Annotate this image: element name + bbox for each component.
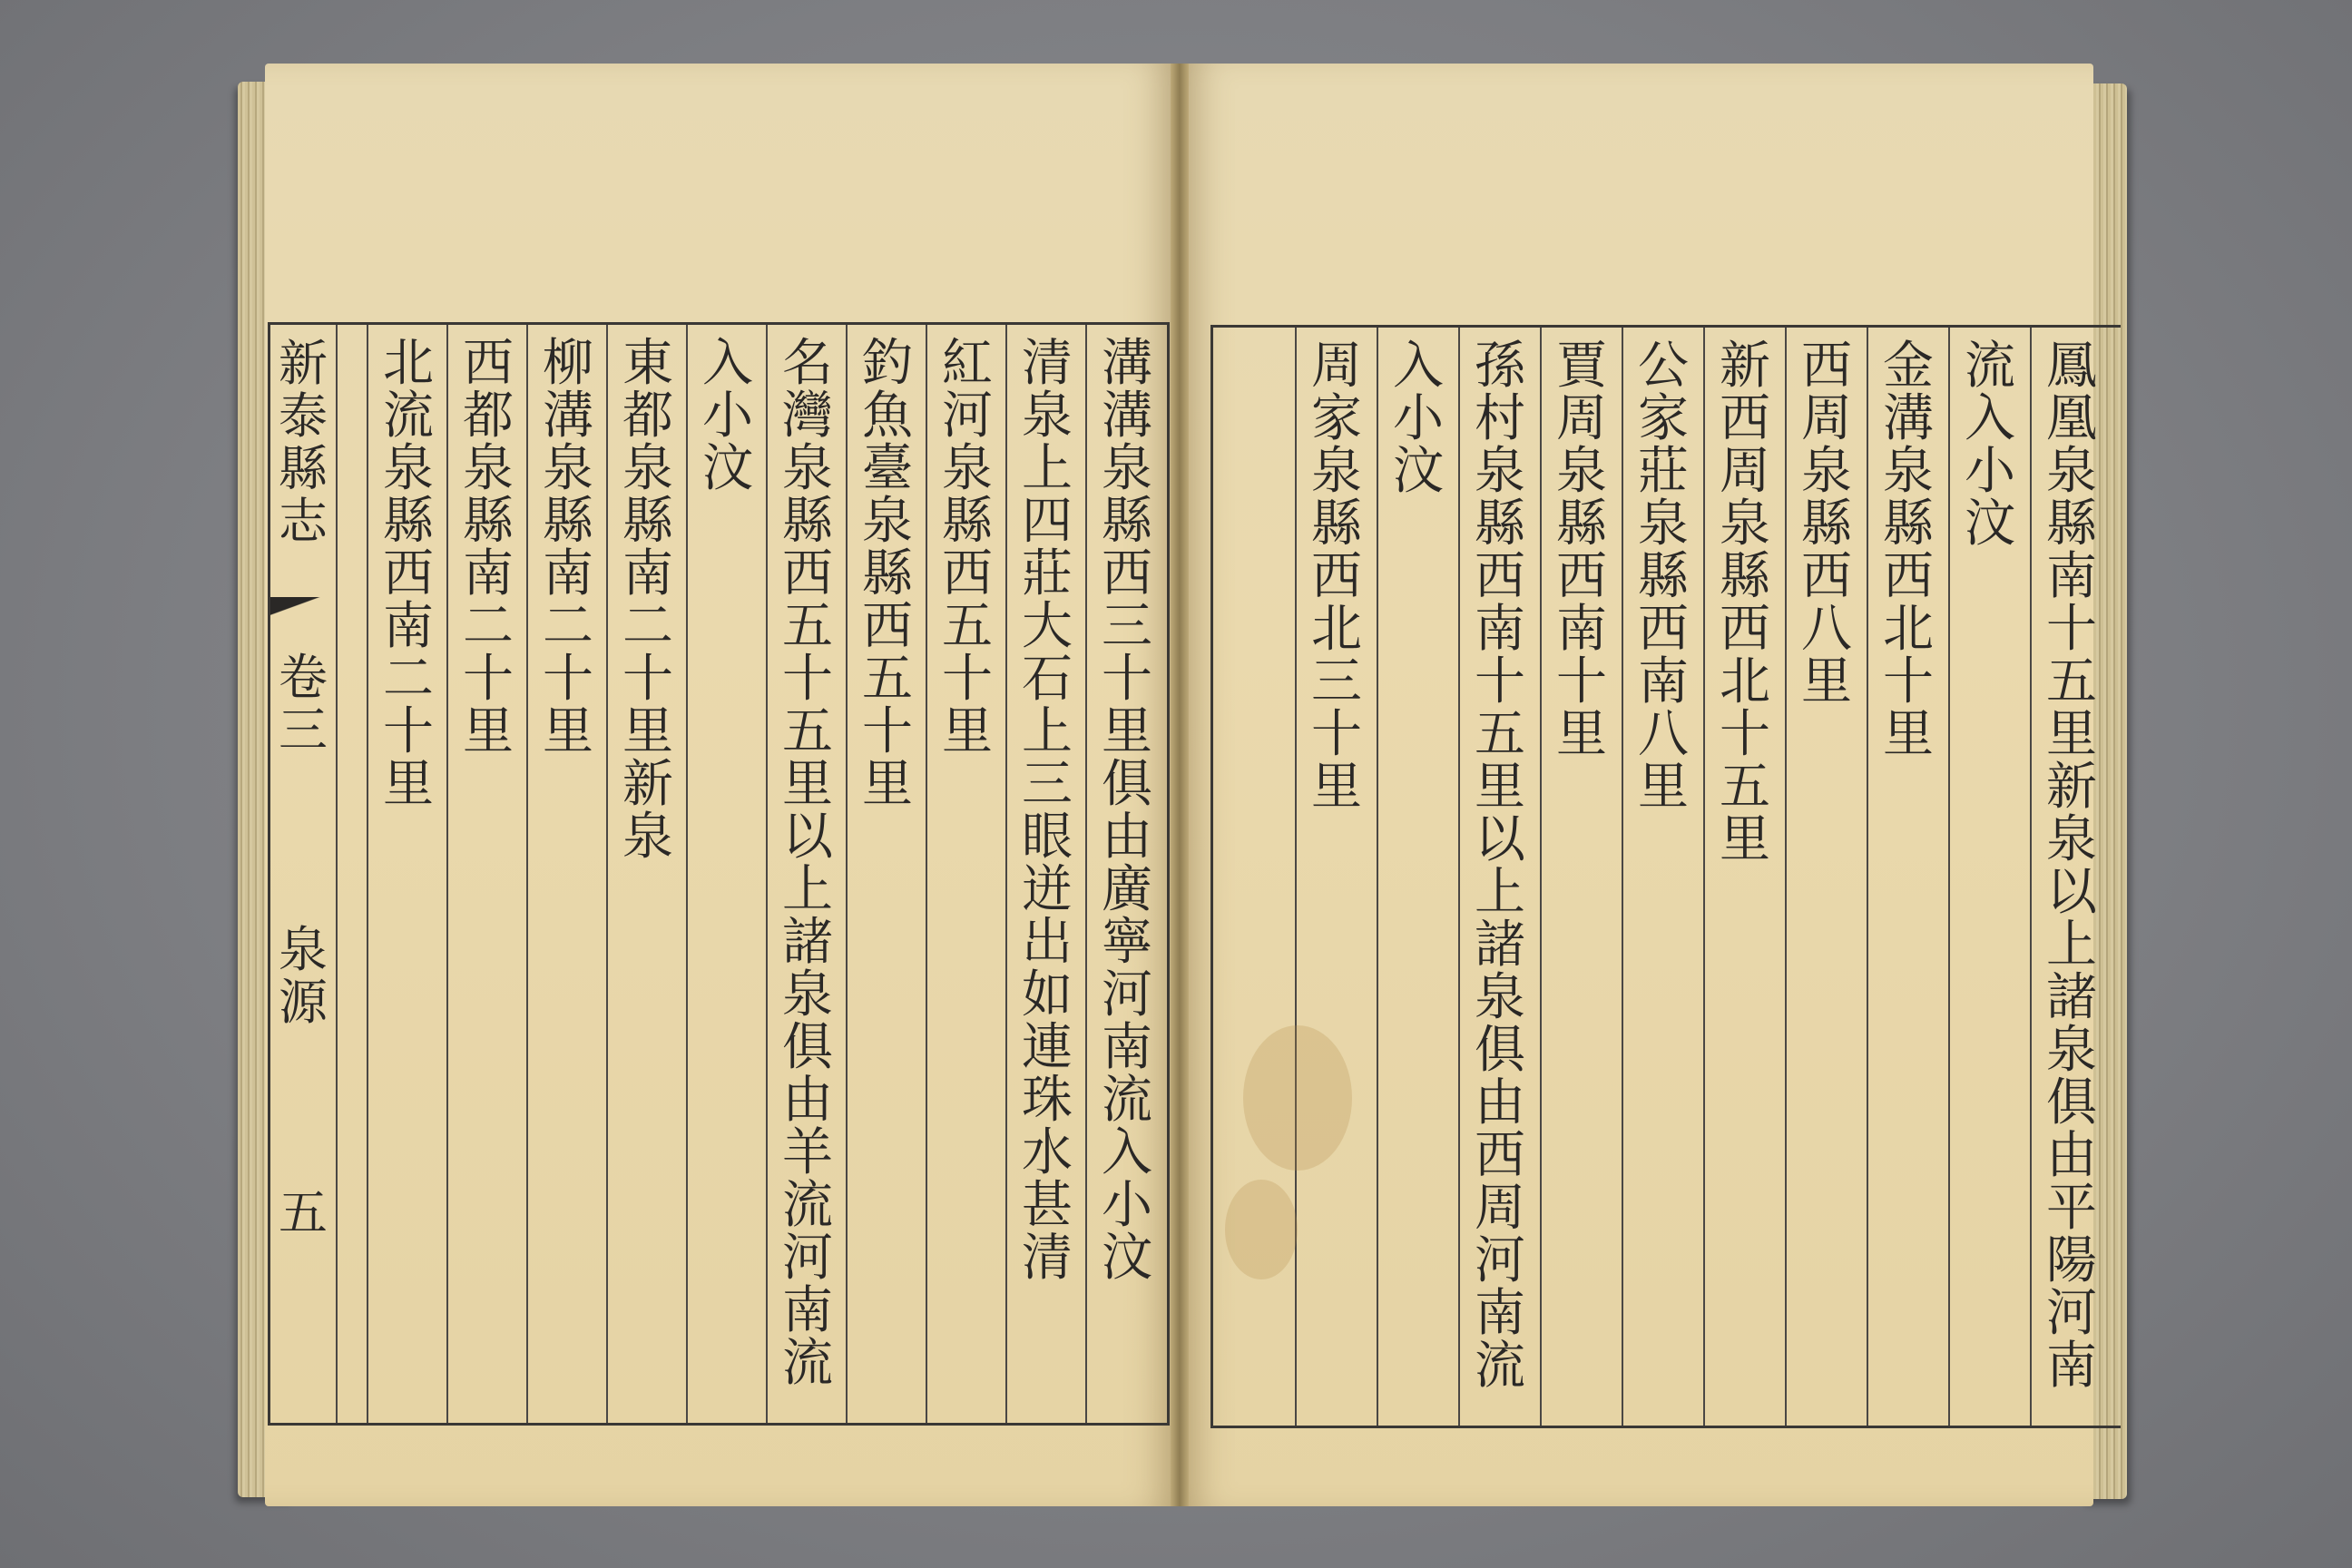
text-column: 新西周泉縣西北十五里 (1703, 328, 1785, 1426)
volume-label: 卷三 (279, 649, 328, 759)
water-stain (1243, 1025, 1352, 1171)
text-column: 流入小汶 (1948, 328, 2030, 1426)
text-column: 北流泉縣西南二十里 (367, 325, 448, 1423)
text-column: 西周泉縣西八里 (1785, 328, 1867, 1426)
section-label: 泉源 (279, 921, 328, 1031)
text-column: 釣魚臺泉縣西五十里 (846, 325, 927, 1423)
text-column: 入小汶 (1377, 328, 1458, 1426)
text-column: 孫村泉縣西南十五里以上諸泉俱由西周河南流 (1458, 328, 1540, 1426)
fishtail-mark (270, 597, 336, 617)
text-column: 公家莊泉縣西南八里 (1622, 328, 1703, 1426)
text-column: 鳳凰泉縣南十五里新泉以上諸泉俱由平陽河南 (2030, 328, 2112, 1426)
text-column: 柳溝泉縣南二十里 (526, 325, 608, 1423)
text-column: 紅河泉縣西五十里 (926, 325, 1007, 1423)
text-column: 清泉上四莊大石上三眼迸出如連珠水甚清 (1005, 325, 1087, 1423)
running-title: 新泰縣志 (279, 335, 328, 550)
water-stain (1225, 1180, 1298, 1279)
left-text-frame (268, 322, 1170, 1426)
center-strip (270, 325, 338, 1423)
text-column: 西都泉縣南二十里 (446, 325, 528, 1423)
text-column: 賈周泉縣西南十里 (1540, 328, 1622, 1426)
page-number: 五 (279, 1184, 328, 1241)
text-column: 名灣泉縣西五十五里以上諸泉俱由羊流河南流 (766, 325, 848, 1423)
text-column: 金溝泉縣西北十里 (1867, 328, 1948, 1426)
text-column: 溝溝泉縣西三十里俱由廣寧河南流入小汶 (1085, 325, 1167, 1423)
text-column: 周家泉縣西北三十里 (1295, 328, 1377, 1426)
text-column: 入小汶 (686, 325, 768, 1423)
right-text-frame (1210, 325, 2121, 1428)
book-gutter (1171, 64, 1189, 1506)
text-column: 東都泉縣南二十里新泉 (606, 325, 688, 1423)
